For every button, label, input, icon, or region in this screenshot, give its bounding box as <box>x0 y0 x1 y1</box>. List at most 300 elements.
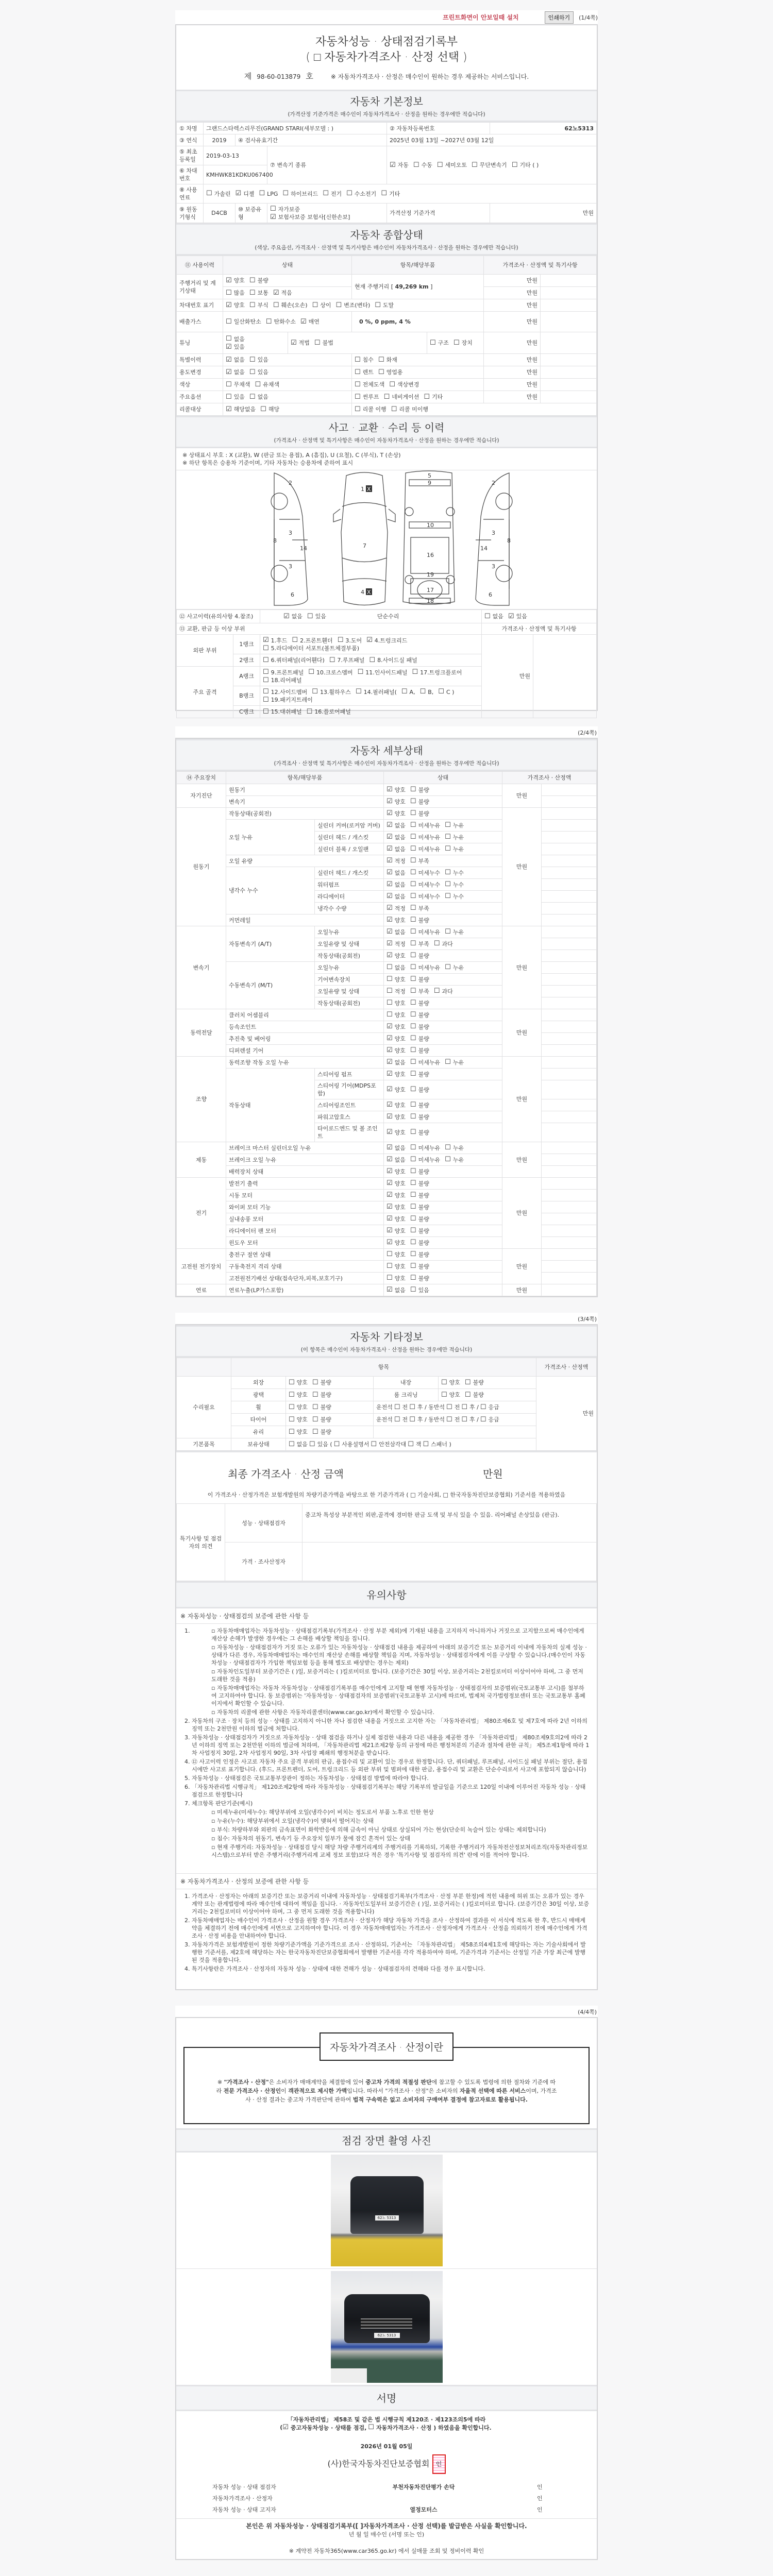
checkbox-empty-icon[interactable]: ☐ <box>226 393 232 401</box>
checkbox-option[interactable] <box>424 393 443 401</box>
checkbox-option[interactable] <box>434 940 453 948</box>
checkbox-option[interactable] <box>386 999 406 1007</box>
checkbox-empty-icon[interactable]: ☐ <box>461 1415 467 1423</box>
checkbox-option[interactable] <box>263 708 302 716</box>
checkbox-empty-icon[interactable]: ☐ <box>410 1070 416 1078</box>
checkbox-checked-icon[interactable]: ☑ <box>386 1101 393 1109</box>
checkbox-empty-icon[interactable]: ☐ <box>401 688 408 696</box>
checkbox-option[interactable] <box>410 1059 440 1066</box>
checkbox-option[interactable] <box>270 213 350 221</box>
checkbox-option[interactable] <box>371 1440 406 1448</box>
checkbox-empty-icon[interactable]: ☐ <box>386 1250 393 1259</box>
checkbox-option[interactable] <box>386 822 406 829</box>
checkbox-option[interactable] <box>453 339 473 347</box>
checkbox-empty-icon[interactable]: ☐ <box>464 1378 471 1386</box>
checkbox-option[interactable] <box>394 1403 408 1411</box>
checkbox-option[interactable] <box>386 834 406 841</box>
checkbox-checked-icon[interactable]: ☑ <box>386 798 393 806</box>
checkbox-option[interactable] <box>289 1379 308 1386</box>
checkbox-option[interactable] <box>484 613 503 620</box>
checkbox-option[interactable] <box>445 893 464 901</box>
checkbox-option[interactable] <box>410 881 440 889</box>
checkbox-empty-icon[interactable]: ☐ <box>410 1274 416 1282</box>
checkbox-checked-icon[interactable]: ☑ <box>291 338 297 347</box>
checkbox-option[interactable] <box>410 1168 429 1176</box>
checkbox-option[interactable] <box>312 1428 331 1436</box>
checkbox-option[interactable] <box>410 834 440 841</box>
checkbox-checked-icon[interactable]: ☑ <box>386 940 393 948</box>
checkbox-option[interactable] <box>307 708 351 716</box>
checkbox-empty-icon[interactable]: ☐ <box>260 405 266 413</box>
checkbox-checked-icon[interactable]: ☑ <box>300 317 307 326</box>
checkbox-empty-icon[interactable]: ☐ <box>329 656 335 664</box>
checkbox-option[interactable] <box>226 289 245 297</box>
checkbox-empty-icon[interactable]: ☐ <box>255 380 261 388</box>
checkbox-option[interactable] <box>386 1011 406 1019</box>
checkbox-option[interactable] <box>356 688 397 696</box>
checkbox-option[interactable] <box>410 1023 429 1031</box>
checkbox-checked-icon[interactable]: ☑ <box>386 1035 393 1043</box>
checkbox-checked-icon[interactable]: ☑ <box>390 161 396 169</box>
checkbox-option[interactable] <box>273 301 308 309</box>
checkbox-option[interactable] <box>263 676 302 684</box>
checkbox-option[interactable] <box>386 1227 406 1235</box>
checkbox-option[interactable] <box>445 869 464 877</box>
checkbox-empty-icon[interactable]: ☐ <box>419 688 426 696</box>
checkbox-empty-icon[interactable]: ☐ <box>263 644 269 652</box>
checkbox-option[interactable] <box>434 988 453 995</box>
checkbox-option[interactable] <box>386 857 406 865</box>
checkbox-empty-icon[interactable]: ☐ <box>410 1101 416 1109</box>
checkbox-option[interactable] <box>410 1035 429 1043</box>
checkbox-option[interactable] <box>312 1391 331 1399</box>
checkbox-empty-icon[interactable]: ☐ <box>369 656 376 664</box>
checkbox-empty-icon[interactable]: ☐ <box>249 301 256 309</box>
checkbox-checked-icon[interactable]: ☑ <box>235 190 242 198</box>
checkbox-option[interactable] <box>410 1086 429 1094</box>
checkbox-option[interactable] <box>445 834 464 841</box>
checkbox-empty-icon[interactable]: ☐ <box>409 1403 415 1411</box>
checkbox-empty-icon[interactable]: ☐ <box>445 928 451 936</box>
checkbox-empty-icon[interactable]: ☐ <box>249 289 256 297</box>
checkbox-empty-icon[interactable]: ☐ <box>337 636 344 644</box>
checkbox-empty-icon[interactable]: ☐ <box>410 999 416 1007</box>
checkbox-checked-icon[interactable]: ☑ <box>386 1179 393 1188</box>
checkbox-empty-icon[interactable]: ☐ <box>410 987 416 995</box>
checkbox-empty-icon[interactable]: ☐ <box>312 301 318 309</box>
checkbox-empty-icon[interactable]: ☐ <box>312 1428 318 1436</box>
checkbox-option[interactable] <box>461 1403 479 1411</box>
checkbox-option[interactable] <box>410 893 440 901</box>
checkbox-option[interactable] <box>386 845 406 853</box>
checkbox-checked-icon[interactable]: ☑ <box>270 213 276 221</box>
checkbox-option[interactable] <box>410 822 440 829</box>
checkbox-option[interactable] <box>408 1440 421 1448</box>
checkbox-empty-icon[interactable]: ☐ <box>357 668 364 676</box>
checkbox-empty-icon[interactable]: ☐ <box>378 355 384 364</box>
checkbox-empty-icon[interactable]: ☐ <box>312 1378 318 1386</box>
checkbox-option[interactable] <box>289 1403 308 1411</box>
checkbox-checked-icon[interactable]: ☑ <box>386 1167 393 1176</box>
checkbox-option[interactable] <box>409 1403 445 1411</box>
checkbox-empty-icon[interactable]: ☐ <box>445 1144 451 1152</box>
checkbox-empty-icon[interactable]: ☐ <box>484 612 491 620</box>
checkbox-empty-icon[interactable]: ☐ <box>368 2424 374 2431</box>
checkbox-empty-icon[interactable]: ☐ <box>410 880 416 889</box>
checkbox-empty-icon[interactable]: ☐ <box>410 821 416 829</box>
checkbox-option[interactable] <box>409 1416 445 1423</box>
checkbox-empty-icon[interactable]: ☐ <box>441 1378 447 1386</box>
checkbox-empty-icon[interactable]: ☐ <box>480 1403 486 1411</box>
checkbox-checked-icon[interactable]: ☑ <box>386 833 393 841</box>
checkbox-empty-icon[interactable]: ☐ <box>386 999 393 1007</box>
checkbox-empty-icon[interactable]: ☐ <box>410 1203 416 1211</box>
checkbox-option[interactable] <box>445 928 464 936</box>
checkbox-option[interactable] <box>260 405 279 413</box>
checkbox-option[interactable] <box>410 786 429 794</box>
checkbox-empty-icon[interactable]: ☐ <box>226 317 232 326</box>
checkbox-option[interactable] <box>410 952 429 960</box>
checkbox-empty-icon[interactable]: ☐ <box>355 380 361 388</box>
checkbox-option[interactable] <box>508 613 527 620</box>
checkbox-option[interactable] <box>410 1251 429 1259</box>
checkbox-option[interactable] <box>465 1379 484 1386</box>
checkbox-option[interactable] <box>410 1180 429 1188</box>
checkbox-empty-icon[interactable]: ☐ <box>346 190 352 198</box>
checkbox-empty-icon[interactable]: ☐ <box>289 1391 295 1399</box>
checkbox-option[interactable] <box>314 339 333 347</box>
checkbox-checked-icon[interactable]: ☑ <box>386 1215 393 1223</box>
checkbox-empty-icon[interactable]: ☐ <box>226 380 232 388</box>
checkbox-option[interactable] <box>386 1180 406 1188</box>
checkbox-option[interactable] <box>386 1192 406 1199</box>
checkbox-option[interactable] <box>266 318 296 326</box>
checkbox-empty-icon[interactable]: ☐ <box>410 1058 416 1066</box>
checkbox-option[interactable] <box>292 637 332 645</box>
checkbox-empty-icon[interactable]: ☐ <box>410 975 416 984</box>
checkbox-empty-icon[interactable]: ☐ <box>335 301 342 309</box>
checkbox-checked-icon[interactable]: ☑ <box>386 1286 393 1294</box>
checkbox-option[interactable] <box>386 881 406 889</box>
checkbox-option[interactable] <box>391 405 428 413</box>
checkbox-empty-icon[interactable]: ☐ <box>461 1403 467 1411</box>
checkbox-empty-icon[interactable]: ☐ <box>410 1179 416 1188</box>
checkbox-empty-icon[interactable]: ☐ <box>410 798 416 806</box>
checkbox-option[interactable] <box>386 798 406 806</box>
checkbox-empty-icon[interactable]: ☐ <box>410 1046 416 1055</box>
checkbox-empty-icon[interactable]: ☐ <box>308 668 314 676</box>
checkbox-empty-icon[interactable]: ☐ <box>436 161 443 169</box>
checkbox-option[interactable] <box>410 1129 429 1137</box>
checkbox-option[interactable] <box>381 190 400 198</box>
checkbox-option[interactable] <box>386 928 406 936</box>
checkbox-empty-icon[interactable]: ☐ <box>312 1403 318 1411</box>
checkbox-option[interactable] <box>410 988 429 995</box>
checkbox-empty-icon[interactable]: ☐ <box>355 405 361 413</box>
checkbox-empty-icon[interactable]: ☐ <box>408 1440 414 1448</box>
checkbox-option[interactable] <box>386 786 406 794</box>
checkbox-option[interactable] <box>368 2424 491 2432</box>
checkbox-empty-icon[interactable]: ☐ <box>312 1391 318 1399</box>
checkbox-empty-icon[interactable]: ☐ <box>394 1403 400 1411</box>
checkbox-checked-icon[interactable]: ☑ <box>386 1023 393 1031</box>
checkbox-option[interactable] <box>445 881 464 889</box>
checkbox-option[interactable] <box>412 669 462 676</box>
checkbox-checked-icon[interactable]: ☑ <box>386 857 393 865</box>
checkbox-checked-icon[interactable]: ☑ <box>386 928 393 936</box>
checkbox-option[interactable] <box>386 917 406 924</box>
checkbox-option[interactable] <box>386 869 406 877</box>
checkbox-option[interactable] <box>410 845 440 853</box>
checkbox-option[interactable] <box>430 339 449 347</box>
checkbox-empty-icon[interactable]: ☐ <box>410 1023 416 1031</box>
checkbox-option[interactable] <box>249 277 268 284</box>
checkbox-option[interactable] <box>410 917 429 924</box>
checkbox-option[interactable] <box>226 368 245 376</box>
checkbox-option[interactable] <box>226 277 245 284</box>
checkbox-option[interactable] <box>461 1416 479 1423</box>
checkbox-option[interactable] <box>437 161 467 169</box>
checkbox-empty-icon[interactable]: ☐ <box>273 301 279 309</box>
checkbox-option[interactable] <box>263 656 325 664</box>
checkbox-empty-icon[interactable]: ☐ <box>355 368 361 376</box>
checkbox-empty-icon[interactable]: ☐ <box>289 1428 295 1436</box>
checkbox-option[interactable] <box>410 1113 429 1121</box>
checkbox-empty-icon[interactable]: ☐ <box>289 1403 295 1411</box>
checkbox-empty-icon[interactable]: ☐ <box>249 368 256 376</box>
checkbox-empty-icon[interactable]: ☐ <box>410 1239 416 1247</box>
checkbox-option[interactable] <box>420 688 434 696</box>
checkbox-empty-icon[interactable]: ☐ <box>410 1086 416 1094</box>
checkbox-empty-icon[interactable]: ☐ <box>270 205 276 213</box>
checkbox-empty-icon[interactable]: ☐ <box>433 940 440 948</box>
checkbox-empty-icon[interactable]: ☐ <box>263 676 269 684</box>
checkbox-option[interactable] <box>375 301 394 309</box>
checkbox-option[interactable] <box>441 1391 460 1399</box>
checkbox-option[interactable] <box>386 1251 406 1259</box>
checkbox-empty-icon[interactable]: ☐ <box>410 833 416 841</box>
checkbox-option[interactable] <box>410 1286 429 1294</box>
checkbox-empty-icon[interactable]: ☐ <box>412 668 418 676</box>
checkbox-option[interactable] <box>336 301 371 309</box>
checkbox-empty-icon[interactable]: ☐ <box>410 1286 416 1294</box>
checkbox-option[interactable] <box>445 822 464 829</box>
checkbox-option[interactable] <box>312 301 331 309</box>
checkbox-empty-icon[interactable]: ☐ <box>410 892 416 901</box>
checkbox-empty-icon[interactable]: ☐ <box>410 1156 416 1164</box>
checkbox-option[interactable] <box>355 393 379 401</box>
checkbox-option[interactable] <box>480 1416 499 1423</box>
checkbox-option[interactable] <box>291 339 310 347</box>
print-button[interactable]: 인쇄하기 <box>545 11 574 24</box>
checkbox-empty-icon[interactable]: ☐ <box>409 1415 415 1423</box>
checkbox-option[interactable] <box>236 190 255 198</box>
checkbox-empty-icon[interactable]: ☐ <box>433 987 440 995</box>
checkbox-option[interactable] <box>386 1239 406 1247</box>
checkbox-empty-icon[interactable]: ☐ <box>410 1250 416 1259</box>
checkbox-option[interactable] <box>423 1440 451 1448</box>
checkbox-checked-icon[interactable]: ☑ <box>386 1203 393 1211</box>
checkbox-empty-icon[interactable]: ☐ <box>386 963 393 972</box>
checkbox-option[interactable] <box>386 940 406 948</box>
checkbox-option[interactable] <box>410 1192 429 1199</box>
checkbox-option[interactable] <box>312 1416 331 1423</box>
checkbox-option[interactable] <box>386 893 406 901</box>
checkbox-empty-icon[interactable]: ☐ <box>441 1391 447 1399</box>
checkbox-checked-icon[interactable]: ☑ <box>386 1144 393 1152</box>
checkbox-checked-icon[interactable]: ☑ <box>508 612 514 620</box>
checkbox-option[interactable] <box>410 928 440 936</box>
checkbox-option[interactable] <box>394 1416 408 1423</box>
checkbox-option[interactable] <box>263 688 307 696</box>
checkbox-empty-icon[interactable]: ☐ <box>410 1167 416 1176</box>
checkbox-option[interactable] <box>270 206 300 213</box>
checkbox-checked-icon[interactable]: ☑ <box>386 952 393 960</box>
checkbox-empty-icon[interactable]: ☐ <box>430 338 436 347</box>
checkbox-checked-icon[interactable]: ☑ <box>283 612 290 620</box>
checkbox-empty-icon[interactable]: ☐ <box>289 1415 295 1423</box>
checkbox-option[interactable] <box>441 1379 460 1386</box>
checkbox-option[interactable] <box>389 381 419 388</box>
checkbox-empty-icon[interactable]: ☐ <box>480 1415 486 1423</box>
checkbox-checked-icon[interactable]: ☑ <box>386 892 393 901</box>
checkbox-option[interactable] <box>289 1440 308 1448</box>
checkbox-empty-icon[interactable]: ☐ <box>472 161 478 169</box>
checkbox-option[interactable] <box>355 368 374 376</box>
checkbox-option[interactable] <box>308 669 352 676</box>
checkbox-option[interactable] <box>323 190 342 198</box>
checkbox-empty-icon[interactable]: ☐ <box>378 368 384 376</box>
checkbox-empty-icon[interactable]: ☐ <box>263 656 269 664</box>
checkbox-option[interactable] <box>390 161 409 169</box>
checkbox-option[interactable] <box>355 356 374 364</box>
checkbox-empty-icon[interactable]: ☐ <box>386 1274 393 1282</box>
checkbox-empty-icon[interactable]: ☐ <box>445 869 451 877</box>
checkbox-empty-icon[interactable]: ☐ <box>391 405 397 413</box>
checkbox-empty-icon[interactable]: ☐ <box>355 355 361 364</box>
checkbox-empty-icon[interactable]: ☐ <box>381 190 387 198</box>
checkbox-option[interactable] <box>226 381 250 388</box>
checkbox-empty-icon[interactable]: ☐ <box>265 317 272 326</box>
checkbox-checked-icon[interactable]: ☑ <box>386 1227 393 1235</box>
checkbox-option[interactable] <box>312 688 351 696</box>
print-plugin-install-link[interactable]: 프린트화면이 안보일때 설치 <box>443 14 519 21</box>
checkbox-empty-icon[interactable]: ☐ <box>410 1215 416 1223</box>
checkbox-option[interactable] <box>410 976 429 984</box>
checkbox-empty-icon[interactable]: ☐ <box>386 987 393 995</box>
checkbox-checked-icon[interactable]: ☑ <box>263 636 269 644</box>
checkbox-empty-icon[interactable]: ☐ <box>445 892 451 901</box>
checkbox-option[interactable] <box>226 356 245 364</box>
checkbox-empty-icon[interactable]: ☐ <box>263 696 269 704</box>
checkbox-empty-icon[interactable]: ☐ <box>309 1440 315 1448</box>
checkbox-checked-icon[interactable]: ☑ <box>386 1239 393 1247</box>
checkbox-option[interactable] <box>289 1391 308 1399</box>
checkbox-empty-icon[interactable]: ☐ <box>438 688 444 696</box>
checkbox-option[interactable] <box>282 190 318 198</box>
checkbox-option[interactable] <box>386 1101 406 1109</box>
checkbox-empty-icon[interactable]: ☐ <box>263 668 269 676</box>
checkbox-option[interactable] <box>465 1391 484 1399</box>
checkbox-checked-icon[interactable]: ☑ <box>226 301 232 309</box>
checkbox-option[interactable] <box>386 1144 406 1152</box>
checkbox-empty-icon[interactable]: ☐ <box>249 355 256 364</box>
checkbox-option[interactable] <box>410 964 440 972</box>
checkbox-checked-icon[interactable]: ☑ <box>386 1191 393 1199</box>
checkbox-checked-icon[interactable]: ☑ <box>386 1113 393 1121</box>
checkbox-option[interactable] <box>226 318 261 326</box>
checkbox-option[interactable] <box>226 301 245 309</box>
checkbox-option[interactable] <box>249 368 268 376</box>
checkbox-empty-icon[interactable]: ☐ <box>410 963 416 972</box>
checkbox-option[interactable] <box>386 1023 406 1031</box>
checkbox-option[interactable] <box>445 964 464 972</box>
checkbox-checked-icon[interactable]: ☑ <box>226 405 232 413</box>
checkbox-checked-icon[interactable]: ☑ <box>282 2424 289 2431</box>
checkbox-option[interactable] <box>206 190 231 198</box>
checkbox-empty-icon[interactable]: ☐ <box>383 393 390 401</box>
checkbox-empty-icon[interactable]: ☐ <box>410 940 416 948</box>
checkbox-option[interactable] <box>226 343 245 351</box>
checkbox-option[interactable] <box>263 637 287 645</box>
checkbox-empty-icon[interactable]: ☐ <box>424 393 430 401</box>
checkbox-empty-icon[interactable]: ☐ <box>314 338 321 347</box>
checkbox-empty-icon[interactable]: ☐ <box>389 380 395 388</box>
checkbox-option[interactable] <box>358 669 408 676</box>
checkbox-empty-icon[interactable]: ☐ <box>410 1128 416 1137</box>
checkbox-checked-icon[interactable]: ☑ <box>386 1128 393 1137</box>
checkbox-option[interactable] <box>386 976 406 984</box>
checkbox-empty-icon[interactable]: ☐ <box>307 612 313 620</box>
checkbox-checked-icon[interactable]: ☑ <box>386 786 393 794</box>
checkbox-empty-icon[interactable]: ☐ <box>312 688 318 696</box>
checkbox-checked-icon[interactable]: ☑ <box>386 1058 393 1066</box>
checkbox-empty-icon[interactable]: ☐ <box>386 1011 393 1019</box>
checkbox-checked-icon[interactable]: ☑ <box>226 276 232 284</box>
checkbox-empty-icon[interactable]: ☐ <box>333 1440 340 1448</box>
checkbox-option[interactable] <box>378 368 403 376</box>
checkbox-empty-icon[interactable]: ☐ <box>206 190 212 198</box>
checkbox-empty-icon[interactable]: ☐ <box>259 190 265 198</box>
checkbox-option[interactable] <box>307 613 326 620</box>
checkbox-option[interactable] <box>386 1059 406 1066</box>
checkbox-option[interactable] <box>386 1156 406 1164</box>
checkbox-option[interactable] <box>445 1059 464 1066</box>
checkbox-empty-icon[interactable]: ☐ <box>386 975 393 984</box>
checkbox-empty-icon[interactable]: ☐ <box>323 190 329 198</box>
checkbox-checked-icon[interactable]: ☑ <box>273 289 279 297</box>
checkbox-option[interactable] <box>386 1035 406 1043</box>
checkbox-option[interactable] <box>289 1416 308 1423</box>
checkbox-option[interactable] <box>410 905 429 912</box>
checkbox-empty-icon[interactable]: ☐ <box>413 161 419 169</box>
checkbox-checked-icon[interactable]: ☑ <box>386 869 393 877</box>
checkbox-empty-icon[interactable]: ☐ <box>445 963 451 972</box>
checkbox-empty-icon[interactable]: ☐ <box>410 952 416 960</box>
checkbox-option[interactable] <box>410 810 429 818</box>
checkbox-option[interactable] <box>410 857 429 865</box>
checkbox-empty-icon[interactable]: ☐ <box>410 1144 416 1152</box>
checkbox-empty-icon[interactable]: ☐ <box>410 1227 416 1235</box>
checkbox-checked-icon[interactable]: ☑ <box>386 916 393 924</box>
checkbox-empty-icon[interactable]: ☐ <box>410 1035 416 1043</box>
checkbox-option[interactable] <box>512 161 539 169</box>
checkbox-empty-icon[interactable]: ☐ <box>464 1391 471 1399</box>
checkbox-option[interactable] <box>386 1275 406 1282</box>
checkbox-empty-icon[interactable]: ☐ <box>263 707 269 716</box>
checkbox-empty-icon[interactable]: ☐ <box>355 688 362 696</box>
checkbox-option[interactable] <box>334 1440 369 1448</box>
